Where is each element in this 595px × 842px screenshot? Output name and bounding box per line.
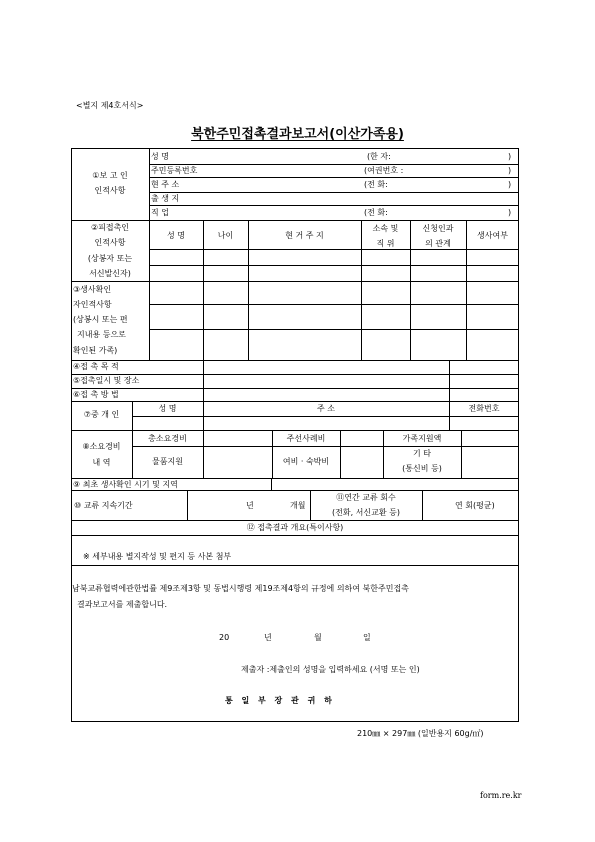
intermediary-address-header: 주 소 <box>317 404 335 413</box>
statement-line-1: 남북교류협력에관한법률 제9조제3항 및 동법시행령 제19조제4항의 규정에 의하여 북한주민접촉 <box>72 584 409 593</box>
col-affiliation: 소속 및 <box>372 224 399 233</box>
date-day-unit: 일 <box>363 633 371 642</box>
contacted-label: ②피접촉인 <box>90 223 130 232</box>
survival-label-5: 확인된 가족) <box>73 346 118 355</box>
survival-label-2: 자인적사항 <box>73 300 112 309</box>
survival-label-4: 지내용 등으로 <box>77 330 126 339</box>
date-year-unit: 년 <box>264 633 272 642</box>
footer-site: form.re.kr <box>480 791 522 800</box>
intermediary-label: ⑦중 개 인 <box>83 410 120 419</box>
years-unit: 년 <box>246 501 254 510</box>
name-label: 성 명 <box>151 152 169 161</box>
passport-label: (여권번호 : <box>364 166 404 175</box>
annual-count-label: ⑪연간 교류 회수 <box>336 493 396 502</box>
cost-label-2: 내 역 <box>92 458 111 467</box>
cost-goods-label: 물품지원 <box>152 457 183 466</box>
intermediary-name-header: 성 명 <box>158 404 177 413</box>
datetime-label: ⑤접촉일시 및 장소 <box>73 376 140 385</box>
close-paren: ) <box>508 152 512 161</box>
phone-label: (전 화: <box>364 180 388 189</box>
form-number-label: <별지 제4호서식> <box>76 101 144 110</box>
statement-line-2: 결과보고서를 제출합니다. <box>77 600 168 609</box>
cost-label: ⑧소요경비 <box>82 442 121 451</box>
first-survival-label: ⑨ 최초 생사확인 시기 및 지역 <box>73 480 178 489</box>
exchange-period-label: ⑩ 교류 지속기간 <box>74 501 133 510</box>
paper-size-note: 210㎜ × 297㎜ (일반용지 60g/㎡) <box>357 729 484 738</box>
close-paren: ) <box>508 180 512 189</box>
col-relation: 신청인과 <box>422 224 454 233</box>
submitter-line: 제출자 :제출인의 성명을 입력하세요 (서명 또는 인) <box>241 665 420 674</box>
rrn-label: 주민등록번호 <box>151 166 198 175</box>
cost-fee-label: 주선사례비 <box>286 434 326 443</box>
date-year: 20 <box>219 633 230 642</box>
result-label: ⑫ 접촉결과 개요(특이사항) <box>246 523 344 532</box>
contacted-label-3: (상봉자 또는 <box>87 254 133 263</box>
job-label: 직 업 <box>151 208 169 217</box>
cost-etc-label-2: (통신비 등) <box>402 464 442 473</box>
col-name: 성 명 <box>167 231 185 240</box>
reporter-label: ①보 고 인 <box>92 171 128 180</box>
survival-label-3: (상봉시 또는 편 <box>73 315 128 324</box>
cost-support-label: 가족지원액 <box>402 434 442 443</box>
cost-total-label: 총소요경비 <box>148 434 187 443</box>
contacted-label-4: 서신발신자) <box>89 269 131 278</box>
cost-etc-label: 기 타 <box>413 449 431 458</box>
form-title: 북한주민접촉결과보고서(이산가족용) <box>191 127 404 142</box>
hanja-label: (한 자: <box>367 152 391 161</box>
birthplace-label: 출 생 지 <box>151 194 180 203</box>
phone-label-2: (전 화: <box>364 208 388 217</box>
col-age: 나이 <box>217 231 234 240</box>
cost-travel-label: 여비 · 숙박비 <box>282 457 330 466</box>
col-survival: 생사여부 <box>477 231 508 240</box>
intermediary-phone-header: 전화번호 <box>468 404 500 413</box>
close-paren: ) <box>508 166 512 175</box>
survival-label: ③생사확인 <box>73 285 112 294</box>
recipient: 통 일 부 장 관 귀 하 <box>225 696 335 705</box>
method-label: ⑥접 촉 방 법 <box>73 390 119 399</box>
col-position: 직 위 <box>376 239 395 248</box>
col-relation-2: 의 관계 <box>425 239 451 248</box>
close-paren: ) <box>508 208 512 217</box>
date-month-unit: 월 <box>314 633 322 642</box>
months-unit: 개월 <box>290 501 306 510</box>
purpose-label: ④접 촉 목 적 <box>73 362 119 371</box>
reporter-label-2: 인적사항 <box>94 186 126 195</box>
annual-count-label-2: (전화, 서신교환 등) <box>332 508 400 517</box>
col-residence: 현 거 주 지 <box>285 231 324 240</box>
count-unit: 연 회(평균) <box>455 501 495 510</box>
address-label: 현 주 소 <box>151 180 180 189</box>
attachment-note: ※ 세부내용 별지작성 및 편지 등 사본 첨부 <box>83 552 232 561</box>
contacted-label-2: 인적사항 <box>94 238 126 247</box>
